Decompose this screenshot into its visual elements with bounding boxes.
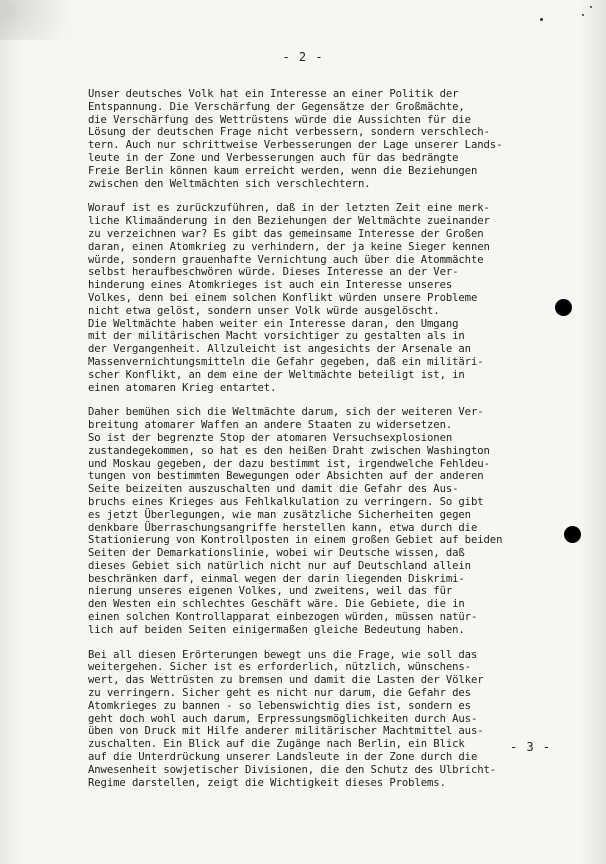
text-line: die Verschärfung des Wettrüstens würde die Aussichten für die [88,113,471,126]
text-line: Atomkrieges zu bannen - so lebenswichtig dies ist, sondern es [88,699,471,712]
text-line: daran, einen Atomkrieg zu verhindern, der ja keine Sieger kennen [88,240,490,253]
text-line: breitung atomarer Waffen an andere Staaten zu widersetzen. [88,419,453,432]
text-line: auf die Unterdrückung unserer Landsleute in der Zone durch die [88,751,478,764]
text-line: Unser deutsches Volk hat ein Interesse an einer Politik der [88,88,459,100]
text-line: Seiten der Demarkationslinie, wobei wir Deutsche wissen, daß [88,547,465,560]
text-line: Anwesenheit sowjetischer Divisionen, die den Schutz des Ulbricht- [88,763,497,776]
scan-noise [0,0,90,40]
text-line: geht doch wohl auch darum, Erpressungsmöglichkeiten durch Aus- [88,712,478,725]
text-line: Stationierung von Kontrollposten in einem großen Gebiet auf beiden [88,534,503,547]
text-line: zustandegekommen, so hat es den heißen Draht zwischen Washington [88,444,490,457]
text-line: Entspannung. Die Verschärfung der Gegensätze der Großmächte, [88,100,465,113]
text-line: selbst heraufbeschwören würde. Dieses Interesse an der Ver- [88,266,459,279]
next-page-number: - 3 - [510,740,552,754]
text-line: Massenvernichtungsmitteln die Gefahr gegeben, daß ein militäri- [88,355,484,368]
text-line: einen atomaren Krieg entartet. [88,381,277,394]
paragraph-4 [88,649,548,790]
page-number: - 2 - [282,50,324,64]
text-line: tungen von bestimmten Bewegungen oder Absichten auf der anderen [88,470,484,483]
text-line: Volkes, denn bei einem solchen Konflikt würden unsere Probleme [88,291,478,304]
text-line: nicht etwa gelöst, sondern unser Volk würde ausgelöscht. [88,304,440,317]
text-line: lich auf beiden Seiten einigermaßen gleiche Bedeutung haben. [88,623,465,636]
text-line: hinderung eines Atomkrieges ist auch ein Interesse unseres [88,279,453,292]
text-line: üben von Druck mit Hilfe anderer militärischer Machtmittel aus- [88,725,484,738]
text-line: Bei all diesen Erörterungen bewegt uns die Frage, wie soll das [88,648,478,661]
paragraph-3 [88,406,548,636]
text-line: zu verringern. Sicher geht es nicht nur darum, die Gefahr des [88,687,471,700]
scan-speck [540,18,543,21]
text-line: dieses Gebiet sich natürlich nicht nur auf Deutschland allein [88,559,471,572]
text-line: Die Weltmächte haben weiter ein Interesse daran, den Umgang [88,317,459,330]
text-line: tern. Auch nur schrittweise Verbesserungen der Lage unserer Lands- [88,139,503,152]
text-line: beschränken darf, einmal wegen der darin liegenden Diskrimi- [88,572,465,585]
text-line: bruchs eines Krieges aus Fehlkalkulation zu verringern. So gibt [88,495,484,508]
text-line: würde, sondern grauenhafte Vernichtung auch über die Atommächte [88,253,484,266]
text-line: es jetzt Überlegungen, wie man zusätzliche Sicherheiten gegen [88,508,471,521]
text-line: So ist der begrenzte Stop der atomaren Versuchsexplosionen [88,431,453,444]
text-line: Worauf ist es zurückzuführen, daß in der letzten Zeit eine merk- [88,202,490,215]
scan-speck [582,14,584,16]
text-line: Regime darstellen, zeigt die Wichtigkeit dieses Problems. [88,776,446,789]
text-line: scher Konflikt, an dem eine der Weltmächte beteiligt ist, in [88,368,465,381]
text-line: und Moskau gegeben, der dazu bestimmt ist, irgendwelche Fehldeu- [88,457,490,470]
text-line: Seite beizeiten auszuschalten und damit die Gefahr des Aus- [88,483,459,496]
text-line: denkbare Überraschungsangriffe herstellen kann, etwa durch die [88,521,478,534]
text-line: weitergehen. Sicher ist es erforderlich, nützlich, wünschens- [88,661,471,674]
text-line: Freie Berlin können kaum erreicht werden, wenn die Beziehungen [88,164,478,177]
body-text [88,88,548,801]
text-line: einen solchen Kontrollapparat einbezogen würden, müssen natür- [88,611,478,624]
paragraph-1 [88,88,548,190]
text-line: Lösung der deutschen Frage nicht verbessern, sondern verschlech- [88,126,490,139]
text-line: zu verzeichnen war? Es gibt das gemeinsame Interesse der Großen [88,227,484,240]
text-line: liche Klimaänderung in den Beziehungen der Weltmächte zueinander [88,215,490,228]
text-line: leute in der Zone und Verbesserungen auch für das bedrängte [88,151,459,164]
text-line: zwischen den Weltmächten sich verschlechtern. [88,177,371,190]
text-line: den Westen ein schlechtes Geschäft wäre. Die Gebiete, die in [88,598,465,611]
text-line: mit der militärischen Macht vorsichtiger zu gestalten als in [88,330,465,343]
text-line: der Vergangenheit. Allzuleicht ist angesichts der Arsenale an [88,343,471,356]
paragraph-2 [88,202,548,394]
punch-hole [555,299,572,316]
text-line: zuschalten. Ein Blick auf die Zugänge nach Berlin, ein Blick [88,738,465,751]
text-line: nierung unseres eigenen Volkes, und zweitens, weil das für [88,585,453,598]
text-line: wert, das Wettrüsten zu bremsen und damit die Lasten der Völker [88,674,484,687]
punch-hole [564,526,581,543]
text-line: Daher bemühen sich die Weltmächte darum, sich der weiteren Ver- [88,406,484,419]
scan-speck [590,6,592,8]
